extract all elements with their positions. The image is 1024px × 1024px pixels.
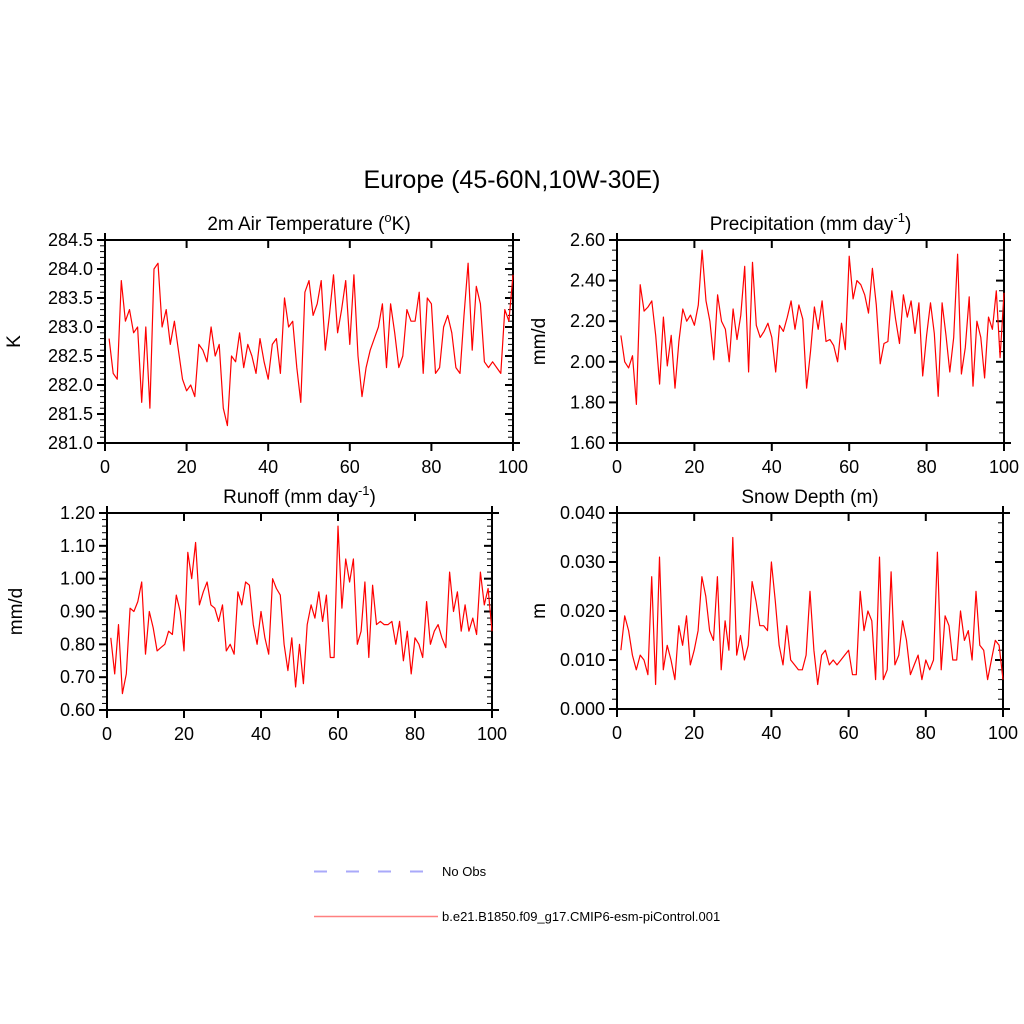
y-tick-label: 1.60 [569,433,605,453]
y-tick-label: 0.60 [59,700,95,720]
y-axis-label: mm/d [6,587,27,636]
x-tick-label: 20 [684,723,705,743]
y-tick-label: 281.0 [47,433,93,453]
x-tick-label: 0 [99,457,111,477]
x-tick-label: 20 [176,457,197,477]
page-title: Europe (45-60N,10W-30E) [363,166,661,194]
panel-title: Precipitation (mm day$^{-1}$) [709,210,912,235]
data-line [111,526,492,694]
y-tick-label: 282.5 [47,346,93,366]
y-axis-label: m [529,603,550,619]
y-tick-label: 2.60 [569,230,605,250]
y-tick-label: 1.80 [569,392,605,413]
legend-label-model-run: b.e21.B1850.f09_g17.CMIP6-esm-piControl.001 [442,909,721,924]
x-tick-label: 100 [497,457,529,477]
x-tick-label: 40 [761,723,782,743]
panel-snow-depth [529,487,1018,743]
panel-runoff [6,483,507,744]
y-tick-label: 284.5 [47,230,93,250]
y-tick-label: 0.70 [59,667,95,688]
x-tick-label: 60 [327,724,349,744]
x-tick-label: 80 [916,457,937,477]
y-tick-label: 281.5 [47,404,93,424]
x-tick-label: 100 [988,457,1020,477]
y-tick-label: 283.0 [47,317,93,337]
x-tick-label: 20 [684,457,705,477]
y-axis-label: K [4,335,25,348]
x-tick-label: 100 [987,723,1019,743]
y-tick-label: 1.10 [59,535,95,556]
x-tick-label: 0 [611,457,623,477]
data-line [621,538,1003,685]
panel-title: Snow Depth (m) [741,487,879,508]
y-tick-label: 283.5 [47,288,93,308]
x-tick-label: 60 [838,723,859,743]
x-tick-label: 40 [761,457,782,477]
panel-precipitation [529,210,1019,477]
y-tick-label: 0.030 [559,552,605,572]
y-tick-label: 0.000 [559,699,605,719]
y-tick-label: 2.20 [569,311,605,332]
y-tick-label: 0.90 [59,601,95,622]
y-tick-label: 284.0 [47,259,93,279]
y-tick-label: 0.020 [559,601,605,621]
y-tick-label: 0.80 [59,634,95,655]
data-line [109,263,513,425]
x-tick-label: 80 [421,457,442,477]
legend-label-no-obs: No Obs [442,864,487,879]
y-axis-label: mm/d [529,317,550,366]
y-tick-label: 282.0 [47,375,93,395]
y-tick-label: 1.00 [59,568,95,589]
x-tick-label: 60 [839,457,860,477]
x-tick-label: 20 [173,724,195,744]
x-tick-label: 0 [101,724,113,744]
x-tick-label: 80 [404,724,426,744]
panel-title: 2m Air Temperature ($^o$K) [207,210,411,235]
x-tick-label: 40 [250,724,272,744]
data-line [621,250,1004,404]
y-tick-label: 2.40 [569,270,605,291]
x-tick-label: 80 [915,723,936,743]
y-tick-label: 1.20 [59,503,95,523]
x-tick-label: 60 [339,457,360,477]
y-tick-label: 0.040 [559,503,605,523]
y-tick-label: 2.00 [569,351,605,372]
panel-air-temperature [4,210,528,477]
x-tick-label: 0 [611,723,623,743]
panel-title: Runoff (mm day$^{-1}$) [223,483,376,508]
x-tick-label: 100 [476,724,508,744]
y-tick-label: 0.010 [559,650,605,670]
x-tick-label: 40 [258,457,279,477]
